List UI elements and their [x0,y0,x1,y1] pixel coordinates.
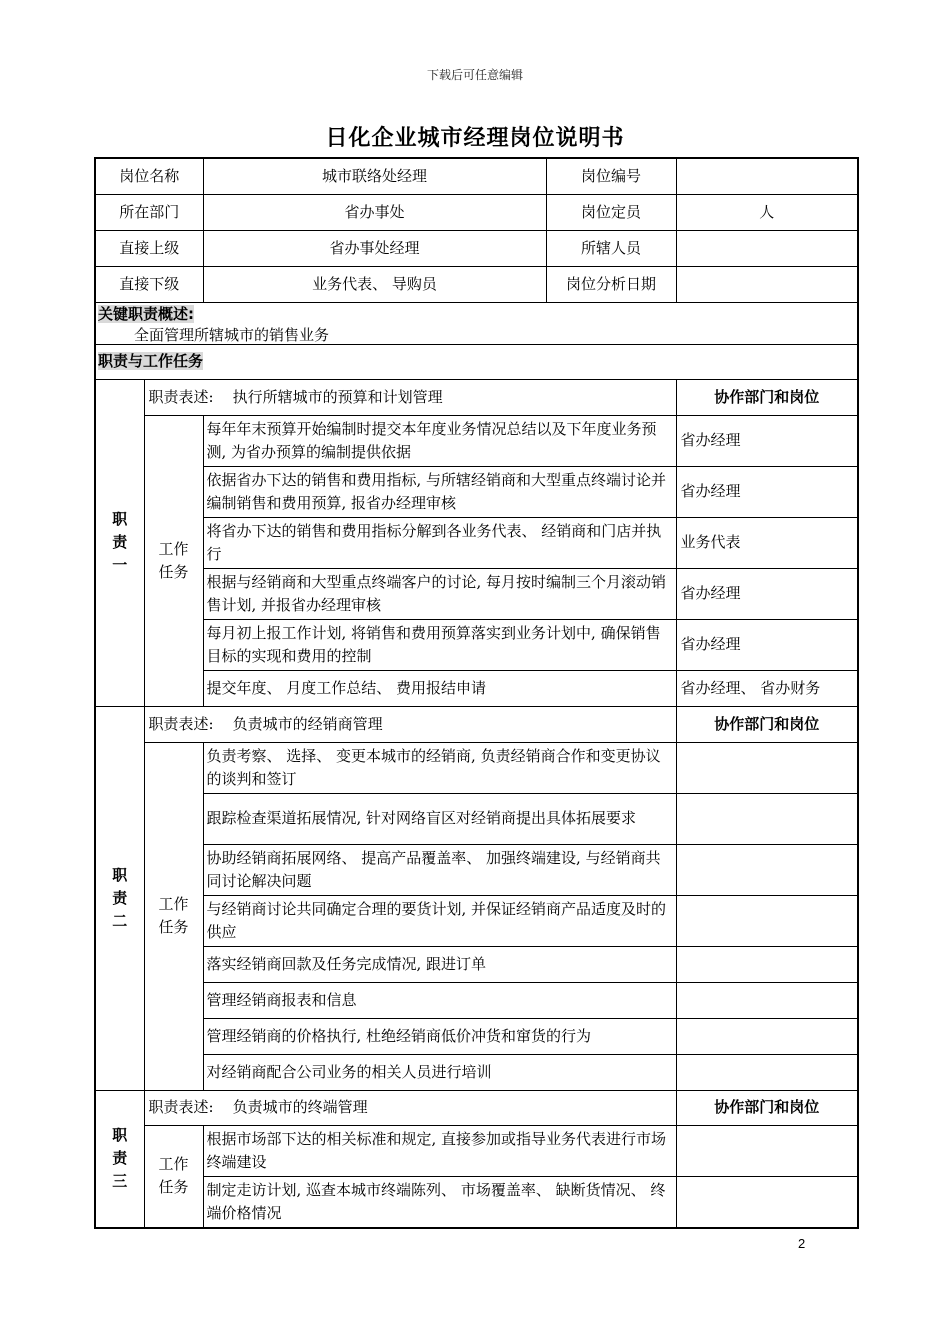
info-value [676,266,858,302]
task-partner [676,742,858,793]
info-row [95,158,858,194]
info-value: 人 [676,194,858,230]
task-row [95,742,858,793]
info-label: 岗位编号 [546,158,676,194]
duty-name: 职责一 [95,379,144,706]
duties-label: 职责与工作任务 [98,352,204,370]
work-label: 工作任务 [144,415,203,706]
collab-header: 协作部门和岗位 [676,706,858,742]
task-row [95,1018,858,1054]
summary-row [95,302,858,344]
task-partner [676,982,858,1018]
task-row [95,1125,858,1176]
duty-desc [144,1090,676,1125]
task-text: 管理经销商的价格执行, 杜绝经销商低价冲货和窜货的行为 [203,1018,676,1054]
info-label: 所在部门 [95,194,203,230]
info-value [676,230,858,266]
task-partner: 省办经理、 省办财务 [676,670,858,706]
duty-name: 职责二 [95,706,144,1090]
task-partner [676,1176,858,1228]
duty-desc-label: 职责表述: [148,1098,214,1116]
duty-desc-text: 执行所辖城市的预算和计划管理 [232,387,443,406]
task-text: 协助经销商拓展网络、 提高产品覆盖率、 加强终端建设, 与经销商共同讨论解决问题 [203,844,676,895]
task-partner [676,793,858,844]
duty-desc-text: 负责城市的经销商管理 [232,714,383,733]
info-value: 省办事处 [203,194,546,230]
task-partner [676,1054,858,1090]
task-row [95,670,858,706]
collab-header: 协作部门和岗位 [676,379,858,415]
duty-desc [144,379,676,415]
task-partner [676,895,858,946]
task-partner: 省办经理 [676,619,858,670]
task-text: 将省办下达的销售和费用指标分解到各业务代表、 经销商和门店并执行 [203,517,676,568]
task-row [95,946,858,982]
task-row [95,517,858,568]
task-text: 管理经销商报表和信息 [203,982,676,1018]
duty-desc-row [95,1090,858,1125]
task-text: 落实经销商回款及任务完成情况, 跟进订单 [203,946,676,982]
duty-desc-row [95,706,858,742]
duty-desc-text: 负责城市的终端管理 [232,1098,368,1116]
page-number: 2 [798,1236,806,1251]
task-text: 对经销商配合公司业务的相关人员进行培训 [203,1054,676,1090]
task-partner: 省办经理 [676,568,858,619]
task-text: 制定走访计划, 巡查本城市终端陈列、 市场覆盖率、 缺断货情况、 终端价格情况 [203,1176,676,1228]
task-text: 跟踪检查渠道拓展情况, 针对网络盲区对经销商提出具体拓展要求 [203,793,676,844]
collab-header: 协作部门和岗位 [676,1090,858,1125]
duty-desc [144,706,676,742]
task-row [95,793,858,844]
task-partner [676,1125,858,1176]
info-row [95,194,858,230]
header-note: 下载后可任意编辑 [426,68,523,82]
task-partner: 业务代表 [676,517,858,568]
info-value: 省办事处经理 [203,230,546,266]
task-row [95,982,858,1018]
task-row [95,1176,858,1228]
task-text: 每月初上报工作计划, 将销售和费用预算落实到业务计划中, 确保销售目标的实现和费用的控制 [203,619,676,670]
task-partner [676,946,858,982]
info-value: 城市联络处经理 [203,158,546,194]
task-row [95,466,858,517]
info-label: 所辖人员 [546,230,676,266]
task-partner: 省办经理 [676,415,858,466]
task-partner [676,1018,858,1054]
document-title: 日化企业城市经理岗位说明书 [325,126,625,151]
duties-header-row [95,344,858,379]
work-label: 工作任务 [144,1125,203,1228]
info-label: 岗位定员 [546,194,676,230]
duty-desc-label: 职责表述: [148,714,214,733]
task-row [95,619,858,670]
task-partner: 省办经理 [676,466,858,517]
task-partner [676,844,858,895]
task-row [95,844,858,895]
task-text: 根据与经销商和大型重点终端客户的讨论, 每月按时编制三个月滚动销售计划, 并报省办经理审核 [203,568,676,619]
task-text: 依据省办下达的销售和费用指标, 与所辖经销商和大型重点终端讨论并编制销售和费用预算, 报省办经理审核 [203,466,676,517]
task-row [95,415,858,466]
task-text: 根据市场部下达的相关标准和规定, 直接参加或指导业务代表进行市场终端建设 [203,1125,676,1176]
info-row [95,230,858,266]
summary-text: 全面管理所辖城市的销售业务 [134,325,330,344]
task-row [95,895,858,946]
info-label: 直接上级 [95,230,203,266]
task-row [95,568,858,619]
task-text: 与经销商讨论共同确定合理的要货计划, 并保证经销商产品适度及时的供应 [203,895,676,946]
info-row [95,266,858,302]
summary-label: 关键职责概述: [98,304,194,323]
info-value [676,158,858,194]
info-label: 直接下级 [95,266,203,302]
task-row [95,1054,858,1090]
info-label: 岗位分析日期 [546,266,676,302]
duty-desc-row [95,379,858,415]
info-label: 岗位名称 [95,158,203,194]
task-text: 负责考察、 选择、 变更本城市的经销商, 负责经销商合作和变更协议的谈判和签订 [203,742,676,793]
duty-desc-label: 职责表述: [148,387,214,406]
info-value: 业务代表、 导购员 [203,266,546,302]
task-text: 每年年末预算开始编制时提交本年度业务情况总结以及下年度业务预测, 为省办预算的编制提供依据 [203,415,676,466]
duty-name: 职责三 [95,1090,144,1228]
work-label: 工作任务 [144,742,203,1090]
task-text: 提交年度、 月度工作总结、 费用报结申请 [203,670,676,706]
job-description-table [94,157,859,1229]
